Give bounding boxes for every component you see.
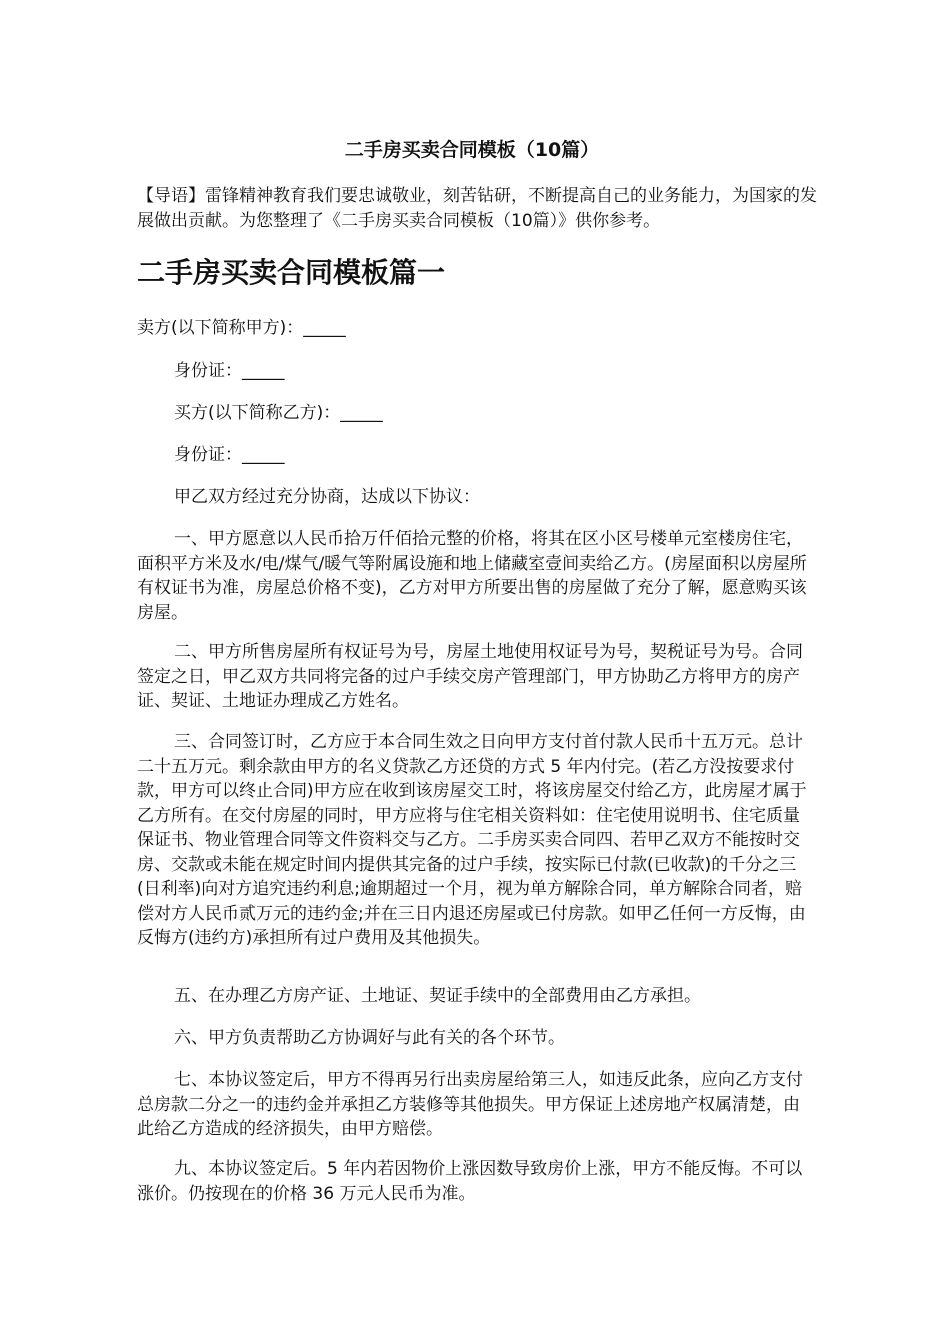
section-heading: 二手房买卖合同模板篇一 [137,256,446,289]
document-title: 二手房买卖合同模板（10篇） [344,139,600,161]
seller-line: 卖方(以下简称甲方)：_____ [137,318,346,338]
clause-7: 七、本协议签定后，甲方不得再另行出卖房屋给第三人，如违反此条，应向乙方支付总房款二分之一的违约金并承担乙方装修等其他损失。甲方保证上述房地产权属清楚，由此给乙方造成的经济损失，由甲方赔偿。 [137,1070,803,1139]
buyer-id-line: 身份证：_____ [174,445,285,465]
seller-id-line: 身份证：_____ [174,361,285,381]
clause-6: 六、甲方负责帮助乙方协调好与此有关的各个环节。 [174,1028,565,1048]
clause-9: 九、本协议签定后。5 年内若因物价上涨因数导致房价上涨，甲方不能反悔。不可以涨价。仍按现在的价格 36 万元人民币为准。 [137,1159,803,1204]
agreement-intro: 甲乙双方经过充分协商，达成以下协议： [174,487,480,507]
intro-paragraph: 【导语】雷锋精神教育我们要忠诚敬业，刻苦钻研，不断提高自己的业务能力，为国家的发展做出贡献。为您整理了《二手房买卖合同模板（10篇）》供你参考。 [137,186,817,231]
clause-2: 二、甲方所售房屋所有权证号为号，房屋土地使用权证号为号，契税证号为号。合同签定之日，甲乙双方共同将完备的过户手续交房产管理部门，甲方协助乙方将甲方的房产证、契证、土地证办理成乙方姓名。 [137,642,803,711]
buyer-line: 买方(以下简称乙方)：_____ [174,403,383,423]
clause-3: 三、合同签订时，乙方应于本合同生效之日向甲方支付首付款人民币十五万元。总计二十五万元。剩余款由甲方的名义贷款乙方还贷的方式 5 年内付完。(若乙方没按要求付款，甲方可以终止合同)甲方应在收到该房屋交工时，将该房屋交付给乙方，此房屋才属于乙方所有。在交付房屋的同时，甲方应将与住宅相关资料如：住宅使用说明书、住宅质量保证书、物业管理合同等文件资料交与乙方。二手房买卖合同四、若甲乙双方不能按时交房、交款或未能在规定时间内提供其完备的过户手续，按实际已付款(已收款)的千分之三(日利率)向对方追究违约利息;逾期超过一个月，视为单方解除合同，单方解除合同者，赔偿对方人民币贰万元的违约金;并在三日内退还房屋或已付房款。如甲乙任何一方反悔，由反悔方(违约方)承担所有过户费用及其他损失。 [137,732,807,948]
clause-1: 一、甲方愿意以人民币拾万仟佰拾元整的价格，将其在区小区号楼单元室楼房住宅，面积平方米及水/电/煤气/暖气等附属设施和地上储藏室壹间卖给乙方。(房屋面积以房屋所有权证书为准，房屋总价格不变)，乙方对甲方所要出售的房屋做了充分了解，愿意购买该房屋。 [137,529,807,623]
clause-5: 五、在办理乙方房产证、土地证、契证手续中的全部费用由乙方承担。 [174,986,701,1006]
